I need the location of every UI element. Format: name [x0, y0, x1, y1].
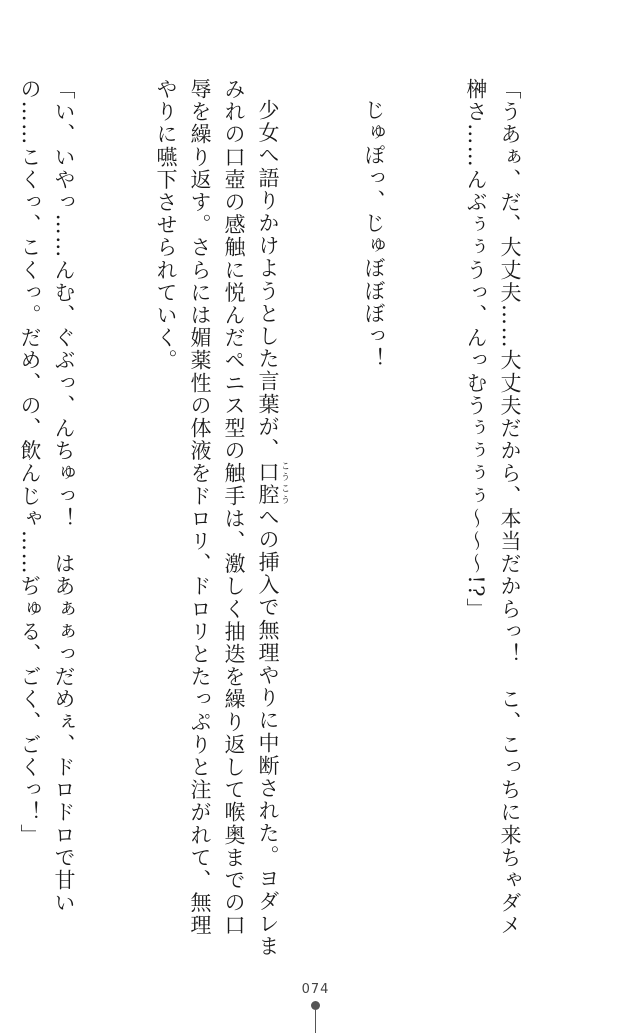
paragraph-4: 「い、いやっ……んむ、ぐぶっ、んちゅっ！ はあぁぁっだめぇ、ドロドロで甘いの……こくっ、こくっ。だめ、の、飲んじゃ……ぢゅる、ごく、ごくっ！」	[18, 78, 76, 915]
vertical-text-body	[0, 78, 595, 958]
paragraph-3	[149, 78, 289, 958]
folio-dot-ornament	[311, 1001, 320, 1010]
folio-line-ornament	[315, 1010, 316, 1033]
paragraph-3-after: への挿入で無理やりに中断された。ヨダレまみれの口壺の感触に悦んだペニス型の触手は、激しく抽迭を繰り返して喉奥までの口辱を繰り返す。さらには媚薬性の体液をドロリ、ドロリとたっぷりと注がれて、無理やりに嚥下させられていく。	[154, 78, 280, 958]
ruby-base: 口腔	[256, 460, 280, 506]
ruby-reading: こうこう	[279, 460, 289, 506]
ruby-koukou	[256, 460, 289, 506]
paragraph-2: じゅぽっ、じゅぼぼぼっ！	[362, 99, 386, 371]
page-number: 074	[301, 982, 330, 997]
paragraph-3-before: 少女へ語りかけようとした言葉が、	[256, 99, 280, 461]
paragraph-1: 「うあぁ、だ、大丈夫……大丈夫だから、本当だからっ！ こ、こっちに来ちゃダメ榊さ……んぶぅぅうっ、んっむうぅぅぅぅ～～～!?」	[464, 78, 522, 937]
